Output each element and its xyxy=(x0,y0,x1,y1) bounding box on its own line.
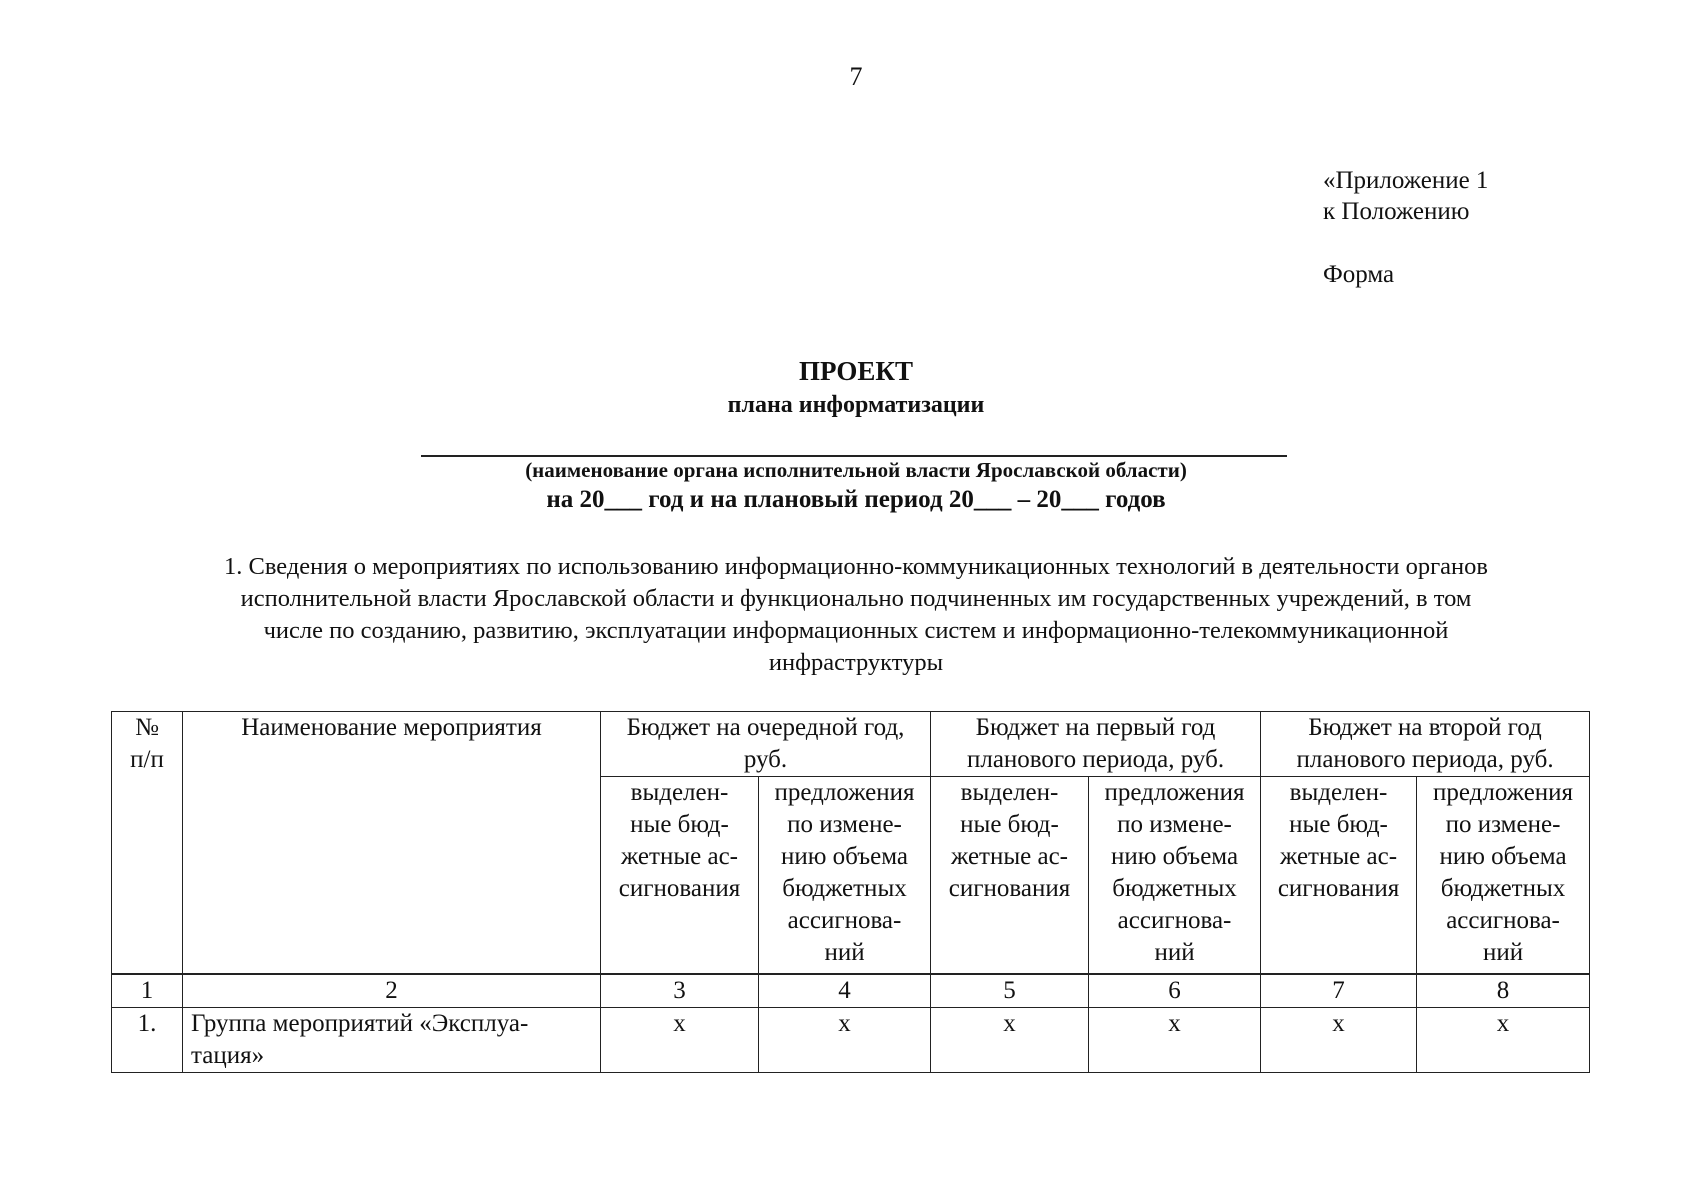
appendix-line: к Положению xyxy=(1323,198,1470,225)
subheader-text: бюджетных xyxy=(1440,875,1566,902)
subheader-text: ассигнова- xyxy=(1446,907,1560,934)
row-value: х xyxy=(1417,1008,1590,1073)
appendix-line: «Приложение 1 xyxy=(1323,167,1489,194)
document-title: ПРОЕКТ xyxy=(799,356,913,386)
header-budget-second xyxy=(1261,712,1590,777)
section-line: 1. Сведения о мероприятиях по использованию информационно-коммуникационных технологий в деятельности органов xyxy=(224,553,1488,580)
subheader-text: по измене- xyxy=(1117,811,1232,838)
subheader-text: по измене- xyxy=(787,811,902,838)
subheader-text: ассигнова- xyxy=(1117,907,1232,934)
row-value: х xyxy=(759,1008,931,1073)
column-number: 1 xyxy=(112,974,183,1008)
subheader-text: нию объема xyxy=(1110,843,1239,870)
row-name-text: Группа мероприятий «Эксплуа- xyxy=(191,1010,529,1037)
subheader-text: ные бюд- xyxy=(960,811,1059,838)
form-label: Форма xyxy=(1323,261,1395,288)
row-event-name xyxy=(183,1008,601,1073)
subheader-text: бюджетных xyxy=(1112,875,1237,902)
plan-table xyxy=(111,711,1590,1073)
subheader-text: предложения xyxy=(1433,779,1574,806)
section-line: исполнительной власти Ярославской области и функционально подчиненных им государственных учреждений, в том xyxy=(240,585,1472,612)
subheader-text: ний xyxy=(824,939,865,966)
column-number: 3 xyxy=(601,974,759,1008)
row-number: 1. xyxy=(112,1008,183,1073)
appendix-block xyxy=(1323,165,1488,290)
period-line: на 20___ год и на плановый период 20___ – 20___ годов xyxy=(546,486,1166,513)
subheader-proposals xyxy=(759,777,931,975)
subheader-text: ные бюд- xyxy=(1289,811,1388,838)
header-budget-first xyxy=(931,712,1261,777)
subheader-proposals xyxy=(1089,777,1261,975)
header-text: руб. xyxy=(743,746,788,773)
subheader-text: жетные ас- xyxy=(620,843,738,870)
subheader-text: ний xyxy=(1482,939,1524,966)
page-number: 7 xyxy=(849,62,863,91)
subheader-text: предложения xyxy=(774,779,915,806)
header-event-name xyxy=(183,712,601,975)
header-number xyxy=(112,712,183,975)
subheader-text: ные бюд- xyxy=(630,811,729,838)
column-number: 4 xyxy=(759,974,931,1008)
header-text: Бюджет на второй год xyxy=(1308,714,1542,741)
subheader-text: сигнования xyxy=(948,875,1071,902)
subheader-text: нию объема xyxy=(780,843,909,870)
subheader-text: предложения xyxy=(1104,779,1245,806)
row-value: х xyxy=(931,1008,1089,1073)
subheader-text: выделен- xyxy=(1289,779,1388,806)
subheader-text: выделен- xyxy=(960,779,1059,806)
subheader-text: ассигнова- xyxy=(787,907,902,934)
subheader-text: бюджетных xyxy=(782,875,907,902)
subheader-text: сигнования xyxy=(1277,875,1400,902)
subheader-text: нию объема xyxy=(1439,843,1567,870)
header-text: п/п xyxy=(130,746,164,773)
subheader-text: выделен- xyxy=(630,779,729,806)
fill-in-line xyxy=(421,455,1287,457)
row-value: х xyxy=(601,1008,759,1073)
header-text: № xyxy=(135,714,159,741)
subheader-allocated xyxy=(601,777,759,975)
subheader-text: жетные ас- xyxy=(951,843,1069,870)
column-number-row xyxy=(112,974,1590,1008)
section-line: числе по созданию, развитию, эксплуатации информационных систем и информационно-телекоммуникационной xyxy=(263,617,1449,644)
header-text: планового периода, руб. xyxy=(966,746,1225,773)
header-text: планового периода, руб. xyxy=(1296,746,1554,773)
column-number: 2 xyxy=(183,974,601,1008)
subheader-allocated xyxy=(931,777,1089,975)
document-subtitle: плана информатизации xyxy=(727,392,985,418)
subheader-text: сигнования xyxy=(618,875,741,902)
subheader-proposals xyxy=(1417,777,1590,975)
column-number: 7 xyxy=(1261,974,1417,1008)
column-number: 8 xyxy=(1417,974,1590,1008)
subheader-text: ний xyxy=(1154,939,1195,966)
table-header-row xyxy=(112,712,1590,777)
header-text: Бюджет на очередной год, xyxy=(626,714,905,741)
table-row xyxy=(112,1008,1590,1073)
header-text: Наименование мероприятия xyxy=(241,714,542,741)
section-heading xyxy=(110,551,1602,679)
header-text: Бюджет на первый год xyxy=(975,714,1216,741)
column-number: 6 xyxy=(1089,974,1261,1008)
subheader-text: жетные ас- xyxy=(1280,843,1398,870)
column-number: 5 xyxy=(931,974,1089,1008)
header-budget-current xyxy=(601,712,931,777)
row-name-text: тация» xyxy=(191,1042,265,1069)
section-line: инфраструктуры xyxy=(768,649,944,676)
subheader-text: по измене- xyxy=(1445,811,1561,838)
subheader-allocated xyxy=(1261,777,1417,975)
org-caption: (наименование органа исполнительной власти Ярославской области) xyxy=(525,458,1187,482)
row-value: х xyxy=(1261,1008,1417,1073)
row-value: х xyxy=(1089,1008,1261,1073)
